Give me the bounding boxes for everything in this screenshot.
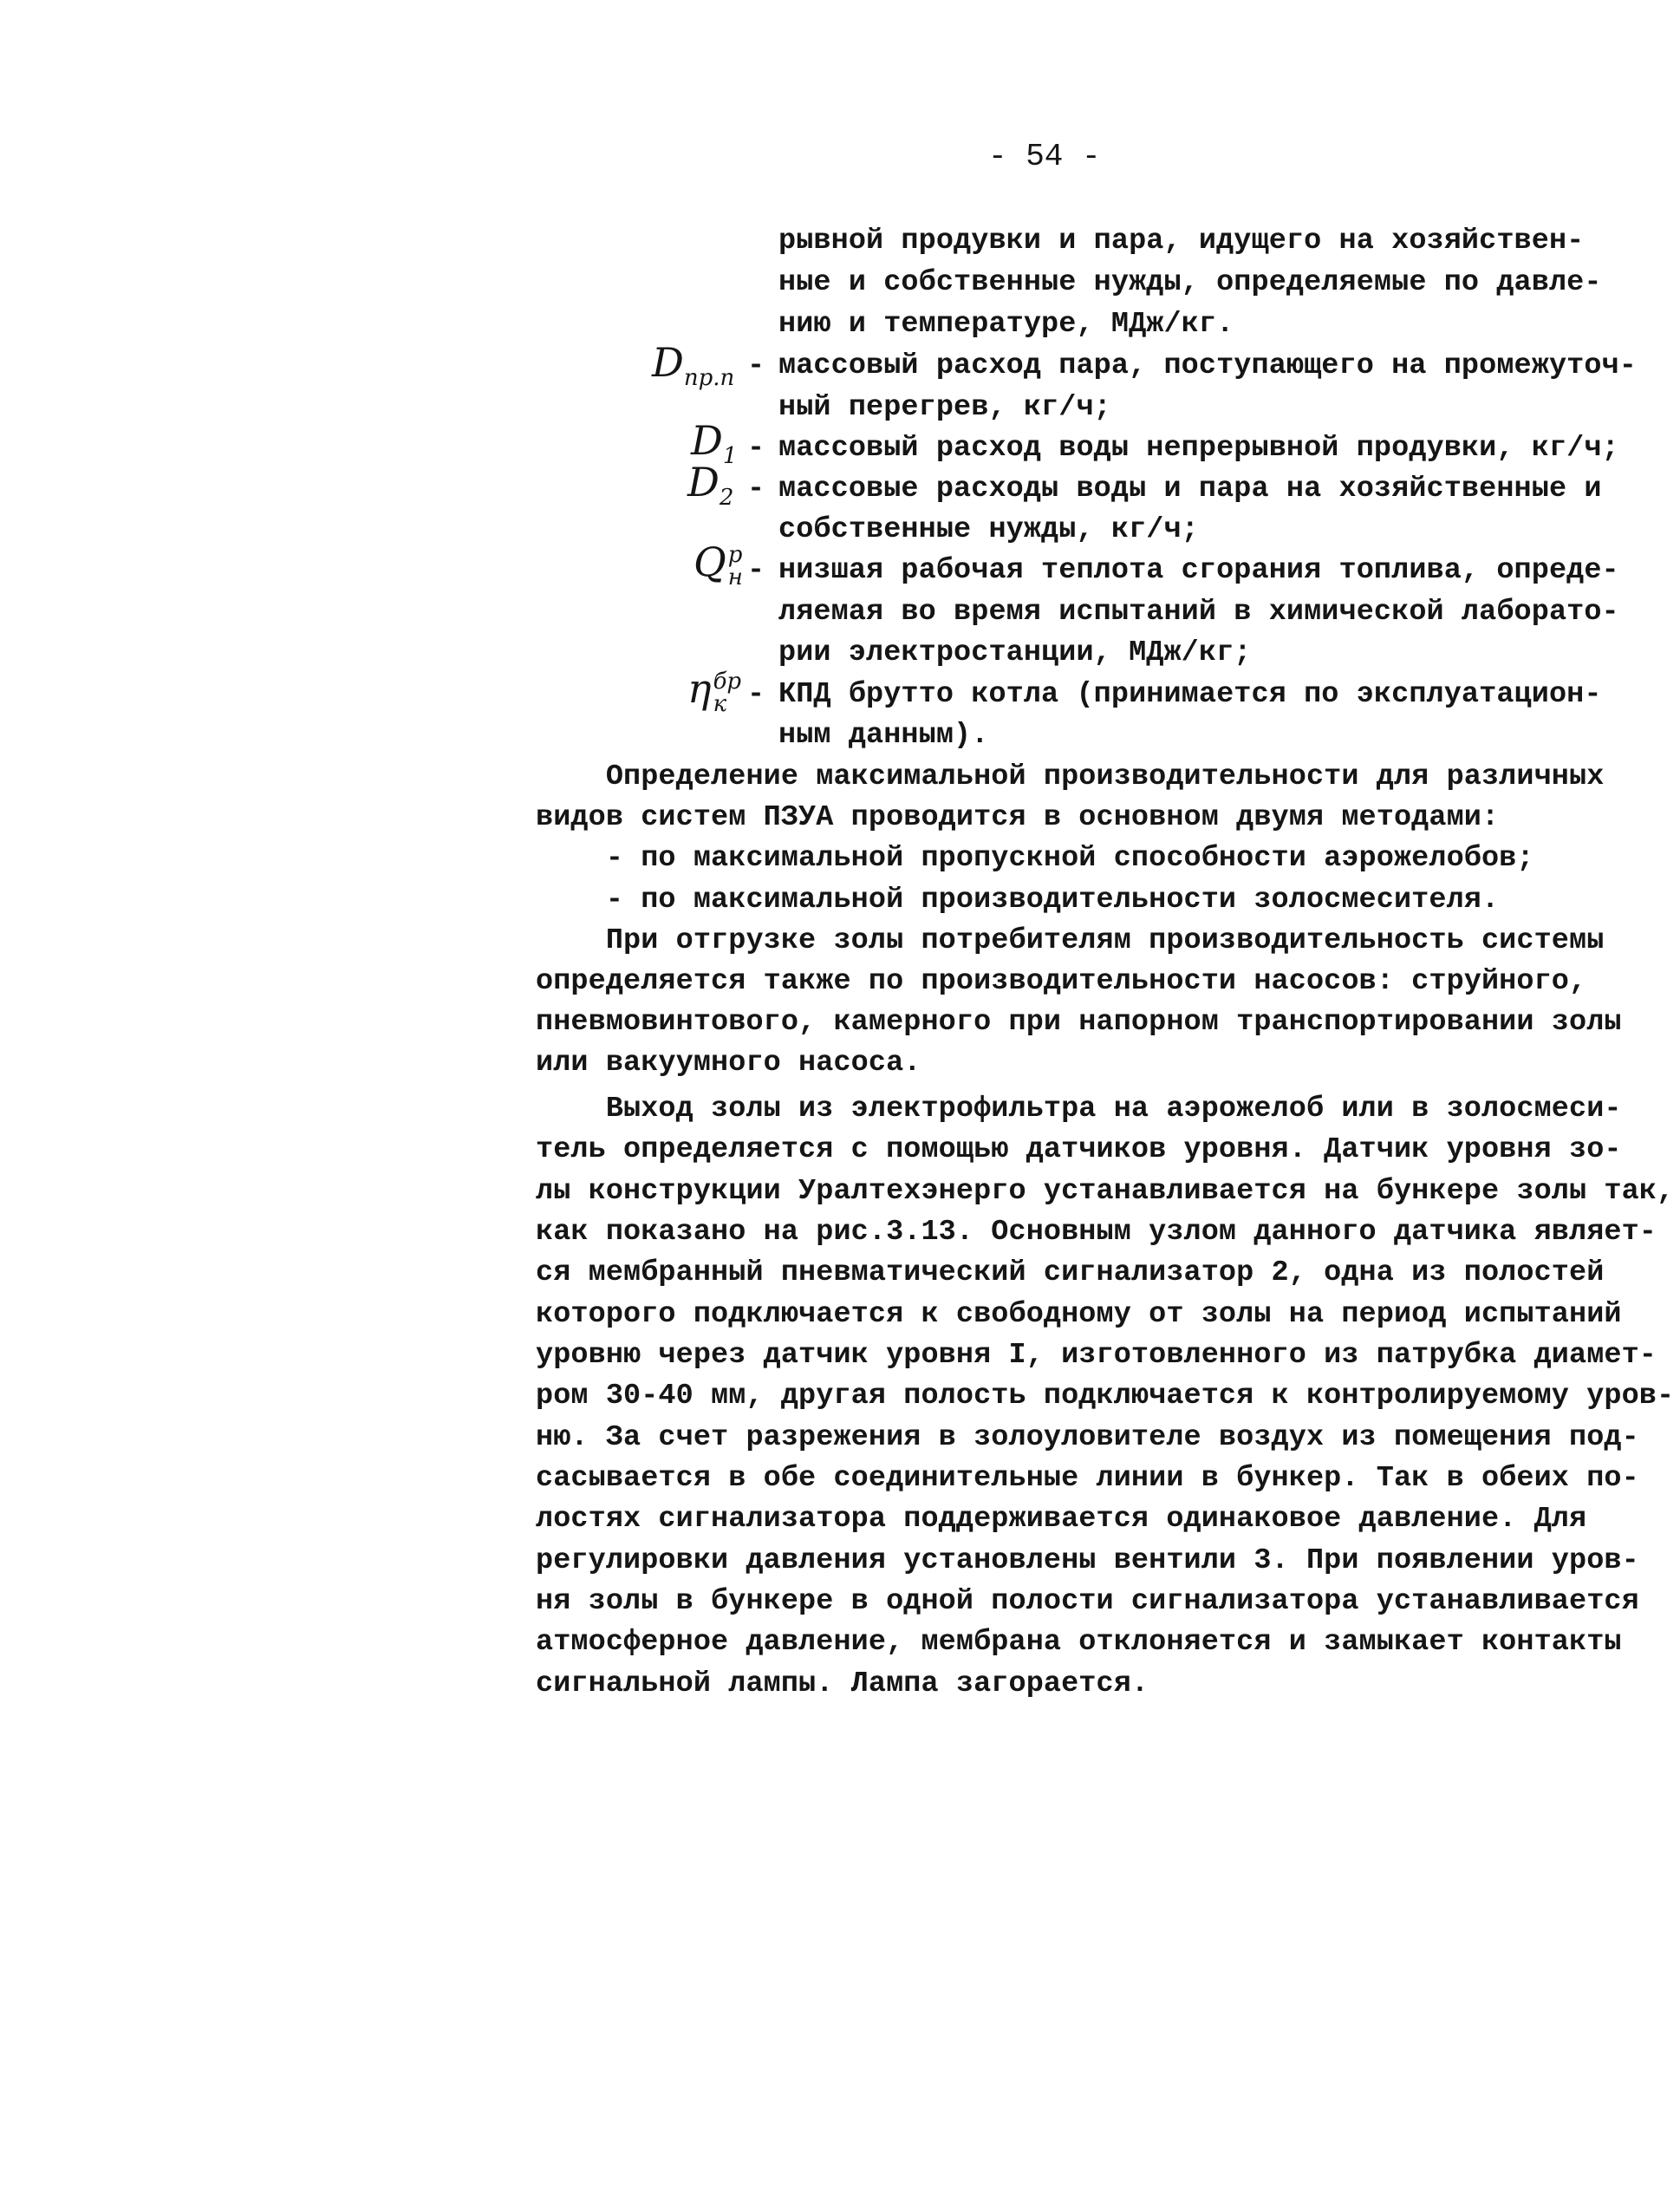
paragraph-line: сигнальной лампы. Лампа загорается. xyxy=(536,1667,1149,1700)
definition-line: ный перегрев, кг/ч; xyxy=(778,391,1111,424)
continuation-line: нию и температуре, МДж/кг. xyxy=(778,308,1234,341)
definition-line: низшая рабочая теплота сгорания топлива, опреде- xyxy=(778,554,1619,587)
paragraph-line: ня золы в бункере в одной полости сигнализатора устанавливается xyxy=(536,1585,1639,1618)
paragraph-line: которого подключается к свободному от золы на период испытаний xyxy=(536,1298,1622,1331)
definition-line: массовый расход воды непрерывной продувки, кг/ч; xyxy=(778,432,1619,465)
paragraph-line: видов систем ПЗУА проводится в основном двумя методами: xyxy=(536,801,1500,834)
page-number: - 54 - xyxy=(988,139,1101,174)
list-item: - по максимальной пропускной способности аэрожелобов; xyxy=(536,842,1534,875)
definition-line: рии электростанции, МДж/кг; xyxy=(778,636,1252,669)
definition-line: ляемая во время испытаний в химической лаборато- xyxy=(778,596,1619,629)
paragraph-line: лы конструкции Уралтехэнерго устанавливается на бункере золы так, xyxy=(536,1175,1675,1208)
definition-line: массовые расходы воды и пара на хозяйственные и xyxy=(778,473,1602,506)
paragraph-line: ся мембранный пневматический сигнализатор 2, одна из полостей xyxy=(536,1256,1605,1289)
definition-line: ным данным). xyxy=(778,719,989,752)
continuation-line: рывной продувки и пара, идущего на хозяйствен- xyxy=(778,225,1585,258)
paragraph-line: как показано на рис.3.13. Основным узлом данного датчика являет- xyxy=(536,1216,1657,1249)
paragraph-line: или вакуумного насоса. xyxy=(536,1047,921,1080)
definition-dash: - xyxy=(747,432,765,465)
definition-line: КПД брутто котла (принимается по эксплуатацион- xyxy=(778,678,1602,711)
continuation-line: ные и собственные нужды, определяемые по давле- xyxy=(778,266,1602,299)
definition-dash: - xyxy=(747,473,765,506)
symbol-d1: $D_1$ xyxy=(691,417,738,469)
definition-dash: - xyxy=(747,678,765,711)
paragraph-line: лостях сигнализатора поддерживается одинаковое давление. Для xyxy=(536,1503,1587,1536)
definition-line: собственные нужды, кг/ч; xyxy=(778,513,1199,546)
paragraph-line: тель определяется с помощью датчиков уровня. Датчик уровня зо- xyxy=(536,1133,1622,1166)
paragraph-line: атмосферное давление, мембрана отклоняется и замыкает контакты xyxy=(536,1626,1622,1659)
paragraph-line: сасывается в обе соединительные линии в бункер. Так в обеих по- xyxy=(536,1462,1639,1495)
paragraph-line: ром 30-40 мм, другая полость подключается к контролируемому уров- xyxy=(536,1380,1675,1413)
definition-line: массовый расход пара, поступающего на промежуточ- xyxy=(778,349,1637,382)
list-item: - по максимальной производительности золосмесителя. xyxy=(536,884,1500,917)
paragraph-line: пневмовинтового, камерного при напорном транспортировании золы xyxy=(536,1006,1622,1039)
definition-dash: - xyxy=(747,554,765,587)
paragraph-line: При отгрузке золы потребителям производительность системы xyxy=(536,924,1605,957)
symbol-q-n-r: Q р н xyxy=(693,538,743,591)
definition-dash: - xyxy=(747,349,765,382)
symbol-d2: $D_2$ xyxy=(687,459,734,511)
paragraph-line: регулировки давления установлены вентили 3. При появлении уров- xyxy=(536,1544,1639,1577)
paragraph-line: ню. За счет разрежения в золоуловителе воздух из помещения под- xyxy=(536,1421,1639,1454)
symbol-d-pr-p: $D_{пр.п}$ xyxy=(652,339,735,391)
paragraph-line: определяется также по производительности насосов: струйного, xyxy=(536,965,1587,998)
paragraph-line: Определение максимальной производительности для различных xyxy=(536,760,1605,793)
symbol-eta-k-br: η бр к xyxy=(687,665,742,717)
paragraph-line: уровню через датчик уровня I, изготовленного из патрубка диамет- xyxy=(536,1339,1657,1372)
paragraph-line: Выход золы из электрофильтра на аэрожелоб или в золосмеси- xyxy=(536,1093,1622,1126)
